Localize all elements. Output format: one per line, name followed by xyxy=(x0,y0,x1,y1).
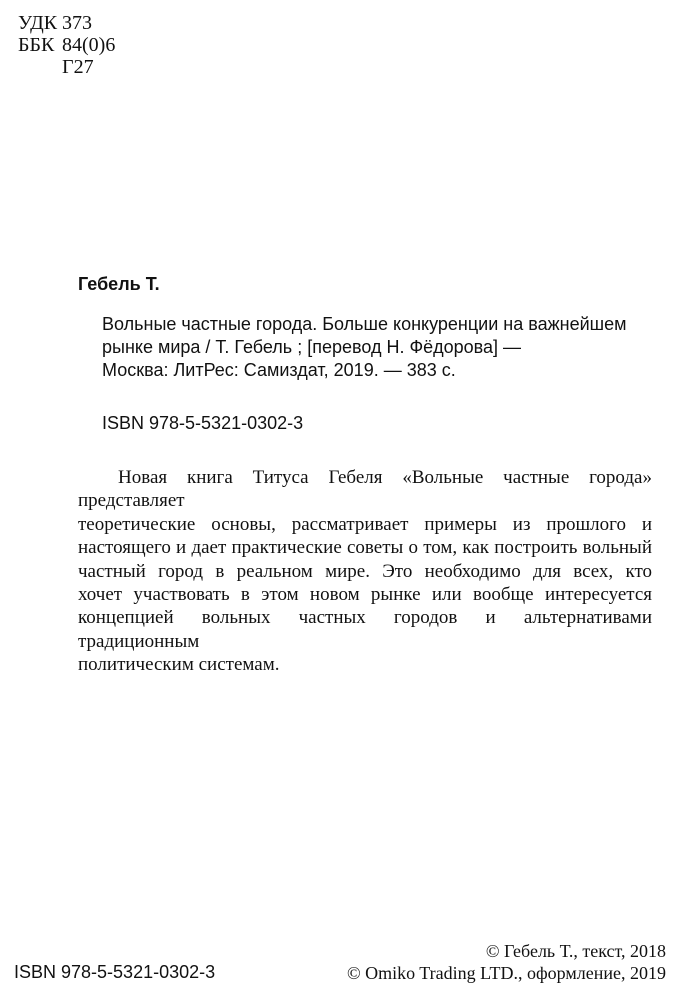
annotation-line: теоретические основы, рассматривает примеры из прошлого и xyxy=(78,513,652,535)
author-mark: Г27 xyxy=(62,56,94,78)
bibliography-line-1: Вольные частные города. Больше конкуренции на важнейшем xyxy=(102,314,627,334)
udk-value: 373 xyxy=(62,12,92,34)
annotation-line: частный город в реальном мире. Это необходимо для всех, кто xyxy=(78,560,652,582)
isbn-footer: ISBN 978-5-5321-0302-3 xyxy=(14,962,216,982)
copyright-design: © Omiko Trading LTD., оформление, 2019 xyxy=(346,963,666,983)
bibliography-line-2: рынке мира / Т. Гебель ; [перевод Н. Фёдорова] — xyxy=(102,337,522,357)
annotation-line: концепцией вольных частных городов и альтернативами традиционным xyxy=(78,607,652,652)
bibliography-line-3: Москва: ЛитРес: Самиздат, 2019. — 383 с. xyxy=(102,360,456,380)
annotation-paragraph xyxy=(78,466,652,677)
annotation-line: Новая книга Титуса Гебеля «Вольные частные города» представляет xyxy=(78,467,652,512)
copyright-text: © Гебель Т., текст, 2018 xyxy=(485,941,666,961)
annotation-line: настоящего и дает практические советы о том, как построить вольный xyxy=(78,537,652,559)
udk-label: УДК xyxy=(18,12,58,34)
bbk-label: ББК xyxy=(18,34,55,56)
isbn-main: ISBN 978-5-5321-0302-3 xyxy=(102,413,304,433)
author-heading: Гебель Т. xyxy=(78,274,160,294)
bbk-value: 84(0)6 xyxy=(62,34,116,56)
annotation-line: хочет участвовать в этом новом рынке или вообще интересуется xyxy=(78,584,652,606)
annotation-line: политическим системам. xyxy=(78,654,280,676)
